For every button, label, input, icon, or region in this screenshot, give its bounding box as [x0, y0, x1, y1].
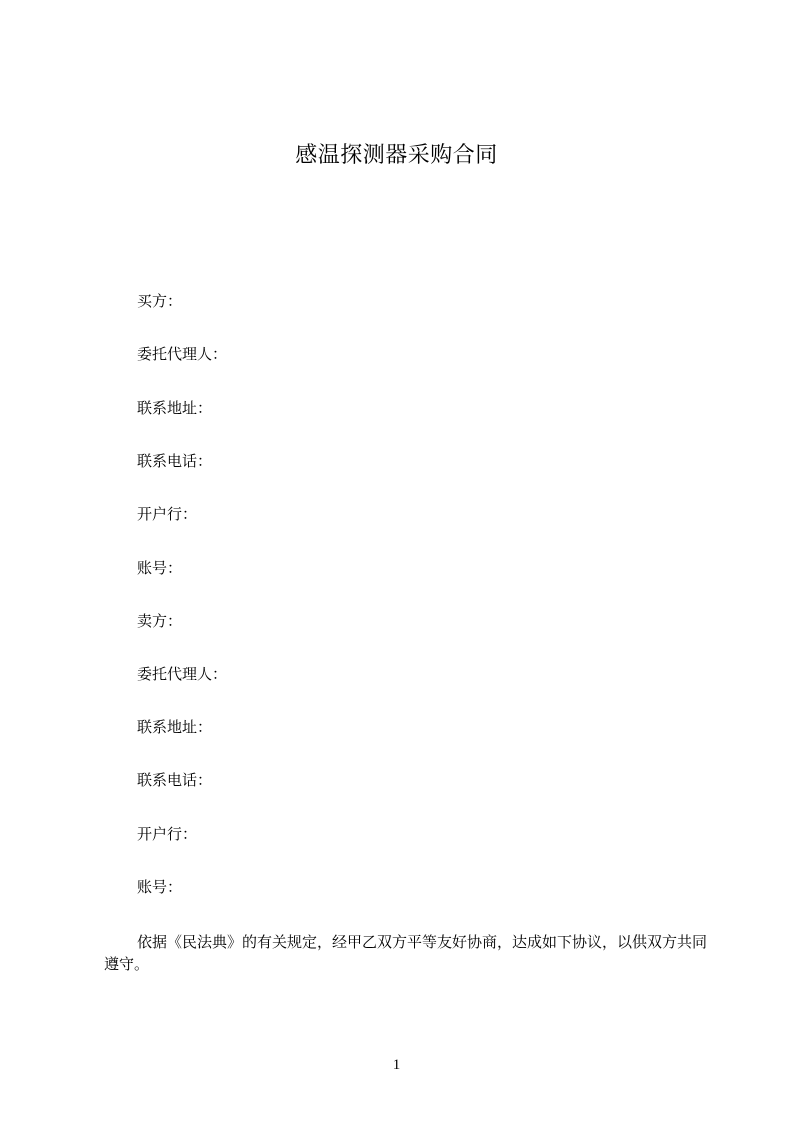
seller-account-label: 账号： [137, 878, 183, 896]
buyer-account-label: 账号： [137, 559, 183, 577]
seller-address-label: 联系地址： [137, 718, 213, 736]
buyer-address-label: 联系地址： [137, 399, 213, 417]
seller-label: 卖方： [137, 612, 183, 630]
page-number: 1 [392, 1057, 401, 1073]
buyer-phone-label: 联系电话： [137, 452, 213, 470]
seller-bank-label: 开户行： [137, 825, 198, 843]
seller-phone-label: 联系电话： [137, 771, 213, 789]
agreement-paragraph: 依据《民法典》的有关规定，经甲乙双方平等友好协商，达成如下协议，以供双方共同遵守。 [104, 933, 708, 973]
buyer-agent-label: 委托代理人： [137, 345, 228, 363]
seller-agent-label: 委托代理人： [137, 665, 228, 683]
document-title: 感温探测器采购合同 [295, 143, 498, 168]
buyer-label: 买方： [137, 292, 183, 310]
buyer-bank-label: 开户行： [137, 505, 198, 523]
